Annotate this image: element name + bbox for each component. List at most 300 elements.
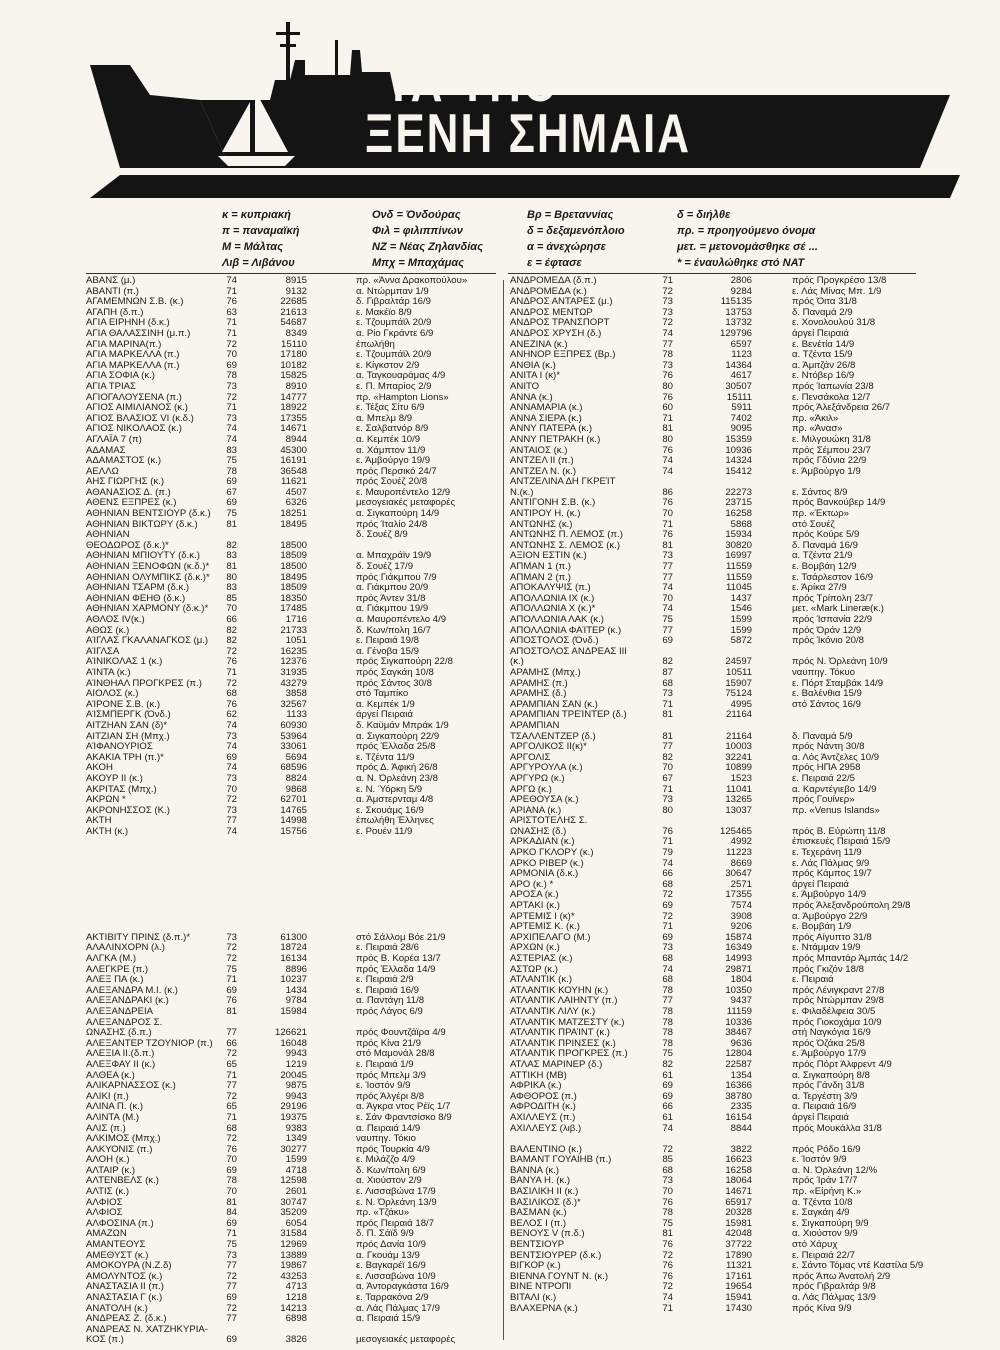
build-year: 68: [662, 878, 673, 890]
build-year: 71: [662, 518, 673, 530]
ship-name: ΑΊΝΙΚΟΛΑΣ 1 (κ.): [86, 656, 163, 668]
ship-name: ΑΤΛΑΝΤΙΚ ΠΡΑΊΝΤ (κ.): [510, 1027, 610, 1039]
ship-status: πρός Κάμπος 19/7: [792, 868, 872, 880]
ship-name: ΑΣΤΕΡΙΑΣ (κ.): [510, 953, 573, 964]
table-row: [510, 1060, 920, 1071]
tonnage: 11321: [726, 1260, 752, 1272]
ship-status: ε. Τσάρλεστον 16/9: [792, 571, 874, 583]
ship-name: ΑΛΙΚΑΡΝΑΣΣΟΣ (κ.): [86, 1080, 176, 1092]
build-year: 83: [226, 444, 237, 456]
ship-status: α. Καρντέγιεβο 14/9: [792, 783, 877, 795]
build-year: 66: [226, 614, 237, 625]
legend-item: μετ. = μετονομάσθηκε σέ ...: [677, 241, 818, 253]
ship-name: ΑΓΙΑ ΜΑΡΚΕΛΛΑ (π.): [86, 359, 180, 371]
ship-name: ΑΛΤΙΣ (κ.): [86, 1186, 130, 1198]
build-year: 68: [226, 1122, 237, 1134]
tonnage: 2335: [730, 1101, 752, 1113]
tonnage: 37722: [725, 1239, 752, 1251]
ship-status: πρός Β. Κορέα 13/7: [356, 953, 441, 964]
ship-name: ΑΘΗΝΙΑΝ: [86, 529, 130, 541]
ship-status: ε. Μαυροπέντελο 12/9: [356, 486, 451, 498]
ship-name: ΑΒΑΝΤΙ (π.): [86, 285, 139, 297]
ship-status: ε. Σάν Φραντσίσκο 8/9: [356, 1111, 452, 1123]
tonnage: 129796: [719, 327, 752, 339]
legend-item: Φιλ = φιλιππίνων: [372, 225, 463, 237]
tonnage: 42048: [725, 1228, 752, 1240]
ship-status: ε. Τεχεράνη 11/9: [792, 847, 862, 859]
build-year: 74: [226, 423, 237, 435]
ship-name: ΑΛΕΞ ΠΑ (κ.): [86, 974, 144, 986]
ship-status: πρός Έλλαδα 25/8: [356, 741, 436, 753]
build-year: 68: [662, 974, 673, 986]
ship-status: ε. Βομβάη 12/9: [792, 561, 857, 573]
build-year: 71: [226, 1069, 237, 1081]
ship-status: α. Πειραιά 14/9: [356, 1122, 421, 1134]
tonnage: 10899: [725, 762, 752, 774]
ship-status: πρός Λένιγκραντ 27/8: [792, 984, 885, 996]
build-year: 74: [226, 825, 237, 837]
ship-status: α. Άντοραγκάστα 16/9: [356, 1281, 449, 1293]
ship-status: πρός Ίαπωνία 23/8: [792, 380, 874, 392]
build-year: 68: [662, 677, 673, 689]
tonnage: 19654: [725, 1281, 752, 1293]
build-year: 73: [662, 306, 673, 318]
build-year: 70: [226, 1186, 237, 1198]
build-year: 72: [226, 391, 237, 403]
build-year: 79: [662, 847, 673, 859]
ship-name: ΑΚΟΥΡ ΙΙ (κ.): [86, 772, 143, 784]
table-row: [86, 912, 501, 923]
build-year: 69: [662, 900, 673, 912]
tonnage: 45300: [280, 444, 307, 456]
ship-name: ΑΛΚΙΜΟΣ (Μπχ.): [86, 1133, 161, 1145]
tonnage: 31584: [280, 1228, 307, 1240]
ship-status: στό Σάλλομ Βόε 21/9: [356, 931, 446, 943]
ship-status: δ. Παναμά 2/9: [792, 306, 853, 318]
legend-col-3: [527, 207, 625, 271]
legend-col-2: [372, 207, 483, 271]
ship-status: πρ. «Hampton Lions»: [356, 391, 449, 403]
ship-name: ΑΝΤΙΡΟΥ Η. (κ.): [510, 508, 581, 520]
ship-name: ΑΧΙΛΛΕΥΣ (π.): [510, 1111, 576, 1123]
ship-status: ε. Βομβάη 1/9: [792, 921, 852, 933]
ship-status: πρ. «Venus Islands»: [792, 804, 880, 816]
tonnage: 5694: [285, 751, 307, 763]
build-year: 71: [662, 698, 673, 710]
ship-name: ΑΝΑΤΟΛΗ (κ.): [86, 1302, 148, 1314]
build-year: 74: [662, 1122, 673, 1134]
build-year: 68: [662, 953, 673, 964]
ship-status: πρός Έλλαδα 14/9: [356, 963, 436, 975]
ship-status: δ. Παναμά 16/9: [792, 539, 858, 551]
ship-status: α. Λός Άντζελες 10/9: [792, 751, 880, 763]
tonnage: 15111: [726, 391, 752, 403]
build-year: 71: [226, 317, 237, 329]
tonnage: 14213: [280, 1302, 307, 1314]
build-year: 82: [662, 656, 673, 668]
build-year: 72: [662, 1281, 673, 1293]
build-year: 72: [226, 1302, 237, 1314]
ship-name: ΒΑΣΙΛΙΚΗ ΙΙ (κ.): [510, 1186, 579, 1198]
tonnage: 8944: [285, 433, 307, 445]
ship-status: πρός Γιοκοχάμα 10/9: [792, 1016, 882, 1028]
ship-status: πρ. «Έκτωρ»: [792, 508, 850, 520]
ship-status: ε. Ντόβερ 16/9: [792, 370, 855, 382]
build-year: 72: [226, 1133, 237, 1145]
ship-status: ε. Σάντος 8/9: [792, 486, 848, 498]
ship-name: ΑΡΑΜΠΙΑΝ: [510, 719, 560, 731]
ship-name: ΑΡΤΕΜΙΣ Ι (κ)*: [510, 910, 575, 922]
legend-item: Ονδ = Όνδούρας: [372, 209, 461, 221]
tonnage: 30277: [280, 1143, 307, 1155]
ship-name: ΑΘΗΝΙΑΝ ΜΠΙΟΥΤΥ (δ.κ.): [86, 550, 200, 562]
ship-name: ΑΝΝΥ ΠΕΤΡΑΚΗ (κ.): [510, 433, 601, 445]
ship-name: ΑΝΔΡΟΣ ΤΡΑΝΣΠΟΡΤ: [510, 317, 610, 329]
tonnage: 16134: [280, 953, 307, 964]
ship-name: ΑΝΤΩΝΗΣ Σ. ΛΕΜΟΣ (κ.): [510, 539, 621, 551]
build-year: 71: [662, 783, 673, 795]
ship-name: ΑΝΘΙΑ (κ.): [510, 359, 556, 371]
tonnage: 21164: [726, 730, 752, 742]
tonnage: 1218: [285, 1292, 307, 1303]
ship-name: ΑΝΑΣΤΑΣΙΑ Γ (κ.): [86, 1292, 163, 1303]
ship-status: πρός Γάνδη 31/8: [792, 1080, 865, 1092]
tonnage: 1437: [730, 592, 752, 604]
ship-status: πρός Ίταλίο 24/8: [356, 518, 428, 530]
build-year: 73: [662, 688, 673, 700]
build-year: 69: [662, 931, 673, 943]
ship-name: ΑΡΚΟ ΡΙΒΕΡ (κ.): [510, 857, 584, 869]
tonnage: 17355: [280, 412, 307, 424]
build-year: 69: [226, 751, 237, 763]
ship-name: ΑΘΩΣ (κ.): [86, 624, 130, 636]
tonnage: 29871: [725, 963, 752, 975]
table-row: [86, 880, 501, 891]
tonnage: 1599: [285, 1154, 307, 1166]
ship-list-left: [86, 276, 501, 1346]
ship-name: ΑΝΔΡΟΜΕΔΑ (κ.): [510, 285, 587, 297]
ship-list-right: [510, 275, 924, 1314]
build-year: 71: [662, 1302, 673, 1314]
tonnage: 15907: [725, 677, 752, 689]
ship-name: ΑΠΟΛΛΩΝΙΑ ΛΑΚ (κ.): [510, 614, 604, 625]
ship-name: ΑΤΛΑΝΤΙΚ (κ.): [510, 974, 573, 986]
build-year: 69: [662, 635, 673, 647]
ship-status: α. Χιούστον 2/9: [356, 1175, 422, 1187]
legend-item: π = παναμαϊκή: [222, 225, 300, 237]
ship-name: ΑΝΝΑΜΑΡΙΑ (κ.): [510, 402, 583, 414]
build-year: 66: [662, 1101, 673, 1113]
tonnage: 20045: [280, 1069, 307, 1081]
ship-name: ΑΝΙΤΑ Ι (κ)*: [510, 370, 560, 382]
tonnage: 18724: [280, 942, 307, 954]
ship-status: στό Σάντος 16/9: [792, 698, 861, 710]
tonnage: 29196: [280, 1101, 307, 1113]
ship-status: α. Σιγκαπούρη 8/8: [792, 1069, 870, 1081]
ship-status: άργεί Πειραιά: [356, 709, 413, 721]
ship-status: α. Μπαχράϊν 19/9: [356, 550, 432, 562]
build-year: 81: [662, 709, 673, 721]
build-year: 73: [662, 359, 673, 371]
ship-name: ΑΝΔΡΕΑΣ Ζ. (δ.κ.): [86, 1313, 167, 1325]
ship-status: πρ. «Άνασ»: [792, 423, 843, 435]
ship-name: ΑΚΟΗ: [86, 762, 113, 774]
ship-status: α. Λάς Πάλμας 17/9: [356, 1302, 440, 1314]
build-year: 73: [662, 794, 673, 806]
tonnage: 9284: [730, 285, 752, 297]
ship-name: ΑΚΡΟΝΗΣΣΟΣ (Κ.): [86, 804, 170, 816]
ship-name: ΑΝΙΤΟ: [510, 380, 540, 392]
ship-name: ΑΡΟΣΑ (κ.): [510, 889, 559, 901]
ship-status: α. Σιγκαπούρη 14/9: [356, 508, 440, 520]
build-year: 72: [226, 338, 237, 350]
build-year: 78: [662, 984, 673, 996]
ship-status: πρός Άλεξάνδρεια 26/7: [792, 402, 891, 414]
ship-status: πρός Ντώρμπαν 29/8: [792, 995, 884, 1007]
tonnage: 62701: [280, 794, 307, 806]
table-row: [510, 615, 920, 626]
ship-name: ΑΠΟΣΤΟΛΟΣ ΑΝΔΡΕΑΣ ΙΙΙ: [510, 645, 627, 657]
ship-name: ΑΚΤΙΒΙΤΥ ΠΡΙΝΣ (δ.π.)*: [86, 931, 191, 943]
ship-name: ΑΘΑΝΑΣΙΟΣ Δ. (π.): [86, 486, 171, 498]
ship-status: πρός Βανκούβερ 14/9: [792, 497, 886, 509]
table-row: [510, 1293, 920, 1304]
tonnage: 13732: [725, 317, 752, 329]
build-year: 76: [662, 370, 673, 382]
ship-name: ΑΓΙΑ ΤΡΙΑΣ: [86, 380, 136, 392]
build-year: 70: [226, 349, 237, 361]
build-year: 67: [226, 486, 237, 498]
ship-status: πρός Όζάκα 25/8: [792, 1037, 865, 1049]
table-row: [510, 361, 920, 372]
ship-name: ΒΑΛΕΝΤΙΝΟ (κ.): [510, 1143, 582, 1155]
tonnage: 7402: [730, 412, 752, 424]
build-year: 72: [662, 889, 673, 901]
tonnage: 13037: [725, 804, 752, 816]
ship-status: ναυπηγ. Τόκυο: [792, 666, 856, 678]
ship-name: ΑΓΙΑ ΕΙΡΗΝΗ (δ.κ.): [86, 317, 170, 329]
ship-name: ΑΡΓΩ (κ.): [510, 783, 552, 795]
ship-status: ε. Τέξας Σίτυ 6/9: [356, 402, 425, 414]
build-year: 71: [226, 285, 237, 297]
ship-name: ΑΡΚΟ ΓΚΛΟΡΥ (κ.): [510, 847, 594, 859]
legend-item: α = άνεχώρησε: [527, 241, 606, 253]
tonnage: 11559: [726, 561, 752, 573]
build-year: 85: [226, 592, 237, 604]
ship-name: ΑΓΙΑ ΜΑΡΚΕΛΛΑ (π.): [86, 349, 180, 361]
ship-name: ΑΡΑΜΠΙΑΝ ΤΡΕΊΝΤΕΡ (δ.): [510, 709, 627, 721]
tonnage: 5868: [730, 518, 752, 530]
ship-status: πρός Γουίνερ»: [792, 794, 855, 806]
ship-name: ΑΊΓΛΑΣ ΓΚΑΛΑΝΑΓΚΟΣ (μ.): [86, 635, 209, 647]
ship-name: ΑΕΛΛΩ: [86, 465, 119, 477]
build-year: 73: [226, 931, 237, 943]
build-year: 73: [662, 942, 673, 954]
ship-name: ΑΤΛΑΝΤΙΚ ΛΑΙΗΝΤΥ (π.): [510, 995, 618, 1007]
ship-name: ΑΡΑΜΠΙΑΝ ΣΑΝ (κ.): [510, 698, 598, 710]
ship-name: ΑΘΕΝΣ ΕΞΠΡΕΣ (κ.): [86, 497, 177, 509]
tonnage: 6326: [285, 497, 307, 509]
ship-name: ΑΓΛΑΪΑ 7 (π): [86, 433, 142, 445]
tonnage: 16191: [280, 455, 307, 467]
ship-status: ε. Χονολουλού 31/8: [792, 317, 876, 329]
ship-name: ΑΚΤΗ: [86, 815, 112, 827]
ship-name: ΑΝΔΡΟΣ ΧΡΥΣΗ (δ.): [510, 327, 602, 339]
ship-status: α. Γιάκμπου 19/9: [356, 603, 429, 615]
build-year: 83: [226, 582, 237, 594]
ship-name: ΑΠΜΑΝ 1 (π.): [510, 561, 571, 573]
tonnage: 21613: [280, 306, 307, 318]
ship-name: ΑΛΟΗ (κ.): [86, 1154, 130, 1166]
build-year: 74: [226, 762, 237, 774]
build-year: 72: [226, 677, 237, 689]
build-year: 81: [226, 518, 237, 530]
build-year: 77: [226, 1281, 237, 1293]
ship-status: πρ. «Άννα Δρακοπούλου»: [356, 275, 468, 286]
ship-status: πρός Νάντη 30/8: [792, 741, 865, 753]
build-year: 86: [662, 486, 673, 498]
build-year: 74: [226, 433, 237, 445]
ship-name: ΑΛΙΝΑ Π. (κ.): [86, 1101, 144, 1113]
ship-name: ΑΊΝΘΗΑΛ ΠΡΟΓΚΡΕΣ (π.): [86, 677, 202, 689]
tonnage: 22685: [280, 296, 307, 308]
ship-status: α. Τζέντα 21/9: [792, 550, 853, 562]
build-year: 63: [226, 306, 237, 318]
table-row: [86, 721, 501, 732]
tonnage: 18500: [280, 539, 307, 551]
build-year: 76: [662, 1260, 673, 1272]
build-year: 76: [662, 444, 673, 456]
ship-status: ε. Σάντο Τόμας ντέ Καστίλα 5/9: [792, 1260, 924, 1272]
ship-name: ΑΜΑΝΤΕΟΥΣ: [86, 1239, 146, 1251]
legend-item: κ = κυπριακή: [222, 209, 291, 221]
tonnage: 35209: [280, 1207, 307, 1219]
ship-name: ΑΊΣΜΠΕΡΓΚ (Όνδ.): [86, 709, 171, 721]
ship-name: ΑΦΡΟΔΙΤΗ (κ.): [510, 1101, 576, 1113]
tonnage: 12598: [280, 1175, 307, 1187]
ship-name: ΑΓΑΜΕΜΝΩΝ Σ.Β. (κ.): [86, 296, 184, 308]
ship-name: ΑΚΤΗ (κ.): [86, 825, 129, 837]
build-year: 81: [662, 1228, 673, 1240]
ship-name: ΑΠΟΛΛΩΝΙΑ ΦΑΊΤΕΡ (κ.): [510, 624, 622, 636]
tonnage: 30820: [725, 539, 752, 551]
ship-status: α. Ταγκουαράμας 4/9: [356, 370, 446, 382]
ship-name: ΑΗΣ ΓΙΩΡΓΗΣ (κ.): [86, 476, 165, 488]
ship-name: ΑΠΟΛΛΩΝΙΑ Χ (κ.)*: [510, 603, 596, 615]
build-year: 78: [226, 370, 237, 382]
table-row: [86, 329, 501, 340]
table-row: [86, 1060, 501, 1071]
build-year: 69: [226, 1164, 237, 1176]
table-row: [86, 382, 501, 393]
tonnage: 15874: [725, 931, 752, 943]
ship-name: ΑΡΙΣΤΟΤΕΛΗΣ Σ.: [510, 815, 588, 827]
tonnage: 4995: [730, 698, 752, 710]
build-year: 78: [662, 1005, 673, 1017]
table-row: [510, 763, 920, 774]
tonnage: 9206: [730, 921, 752, 933]
ship-status: ε. Πειραιά 1/9: [356, 1058, 414, 1070]
ship-name: ΒΕΛΟΣ Ι (π.): [510, 1217, 567, 1229]
tonnage: 18251: [280, 508, 307, 520]
tonnage: 2571: [730, 878, 752, 890]
build-year: 69: [226, 359, 237, 371]
ship-status: δ. Παναμά 5/9: [792, 730, 853, 742]
ship-status: πρ. «Άκιλ»: [792, 412, 839, 424]
tonnage: 43279: [280, 677, 307, 689]
ship-status: πρός Άντεν 31/8: [356, 592, 426, 604]
build-year: 68: [226, 688, 237, 700]
build-year: 76: [226, 296, 237, 308]
ship-name: ΑΤΛΑΝΤΙΚ ΛΙΛΥ (κ.): [510, 1005, 596, 1017]
tonnage: 19375: [280, 1111, 307, 1123]
ship-name: ΑΓΙΑ ΘΑΛΑΣΣΙΝΗ (μ.π.): [86, 327, 191, 339]
ship-status: α. Ρίο Γκράντε 6/9: [356, 327, 434, 339]
header-rule-right: [508, 273, 916, 274]
column-divider: [503, 280, 504, 1340]
tonnage: 65917: [725, 1196, 752, 1208]
build-year: 78: [662, 1016, 673, 1028]
ship-name: ΑΤΛΑΣ ΜΑΡΙΝΕΡ (δ.): [510, 1058, 603, 1070]
ship-status: ε. Πειραιά: [792, 974, 834, 986]
ship-name: ΑΊΝΤΑ (κ.): [86, 666, 131, 678]
build-year: 75: [226, 1239, 237, 1251]
ship-name: ΑΛΕΞΙΑ ΙΙ.(δ.π.): [86, 1048, 155, 1060]
tonnage: 1523: [730, 772, 752, 784]
table-row: [510, 1198, 920, 1209]
tonnage: 32241: [725, 751, 752, 763]
ship-name: ΑΦΡΙΚΑ (κ.): [510, 1080, 562, 1092]
build-year: 82: [662, 1058, 673, 1070]
tonnage: 1354: [730, 1069, 752, 1081]
ship-status: α. Κεμπέκ 10/9: [356, 433, 421, 445]
build-year: 77: [226, 1027, 237, 1039]
tonnage: 16623: [725, 1154, 752, 1166]
ship-name: ΒΙΓΚΟΡ (κ.): [510, 1260, 561, 1272]
build-year: 76: [662, 1239, 673, 1251]
table-row: [86, 848, 501, 859]
tonnage: 4718: [285, 1164, 307, 1176]
tonnage: 24597: [725, 656, 752, 668]
build-year: 72: [662, 1143, 673, 1155]
ship-name: ΑΚΡΩΝ *: [86, 794, 126, 806]
table-row: [86, 890, 501, 901]
ship-status: πρός ΗΠΑ 2958: [792, 762, 861, 774]
table-row: [86, 837, 501, 848]
ship-status: ε. Σιγκαπούρη 9/9: [792, 1217, 869, 1229]
tonnage: 8915: [285, 275, 307, 286]
ship-status: α. Τζέντα 15/9: [792, 349, 853, 361]
build-year: 75: [226, 963, 237, 975]
ship-status: α. Άμστερνταμ 4/8: [356, 794, 434, 806]
table-row: [510, 668, 920, 679]
build-year: 74: [226, 719, 237, 731]
build-year: 77: [662, 561, 673, 573]
tonnage: 23715: [725, 497, 752, 509]
ship-status: πρός Μπαντάρ Άμπάς 14/2: [792, 953, 909, 964]
ship-name: ΑΝΤΩΝΗΣ Π. ΛΕΜΟΣ (π.): [510, 529, 623, 541]
tonnage: 11559: [726, 571, 752, 583]
ship-status: α. Χιούστον 9/9: [792, 1228, 858, 1240]
build-year: 82: [226, 624, 237, 636]
tonnage: 22273: [725, 486, 752, 498]
table-row: [86, 869, 501, 880]
ship-status: ε. Τζουμπάϊλ 20/9: [356, 349, 432, 361]
ship-status: ε. Σαγκάη 4/9: [792, 1207, 850, 1219]
ship-status: πρός Μουκάλλα 31/8: [792, 1122, 882, 1134]
tonnage: 10182: [280, 359, 307, 371]
ship-status: πρός Άλγέρι 8/8: [356, 1090, 425, 1102]
